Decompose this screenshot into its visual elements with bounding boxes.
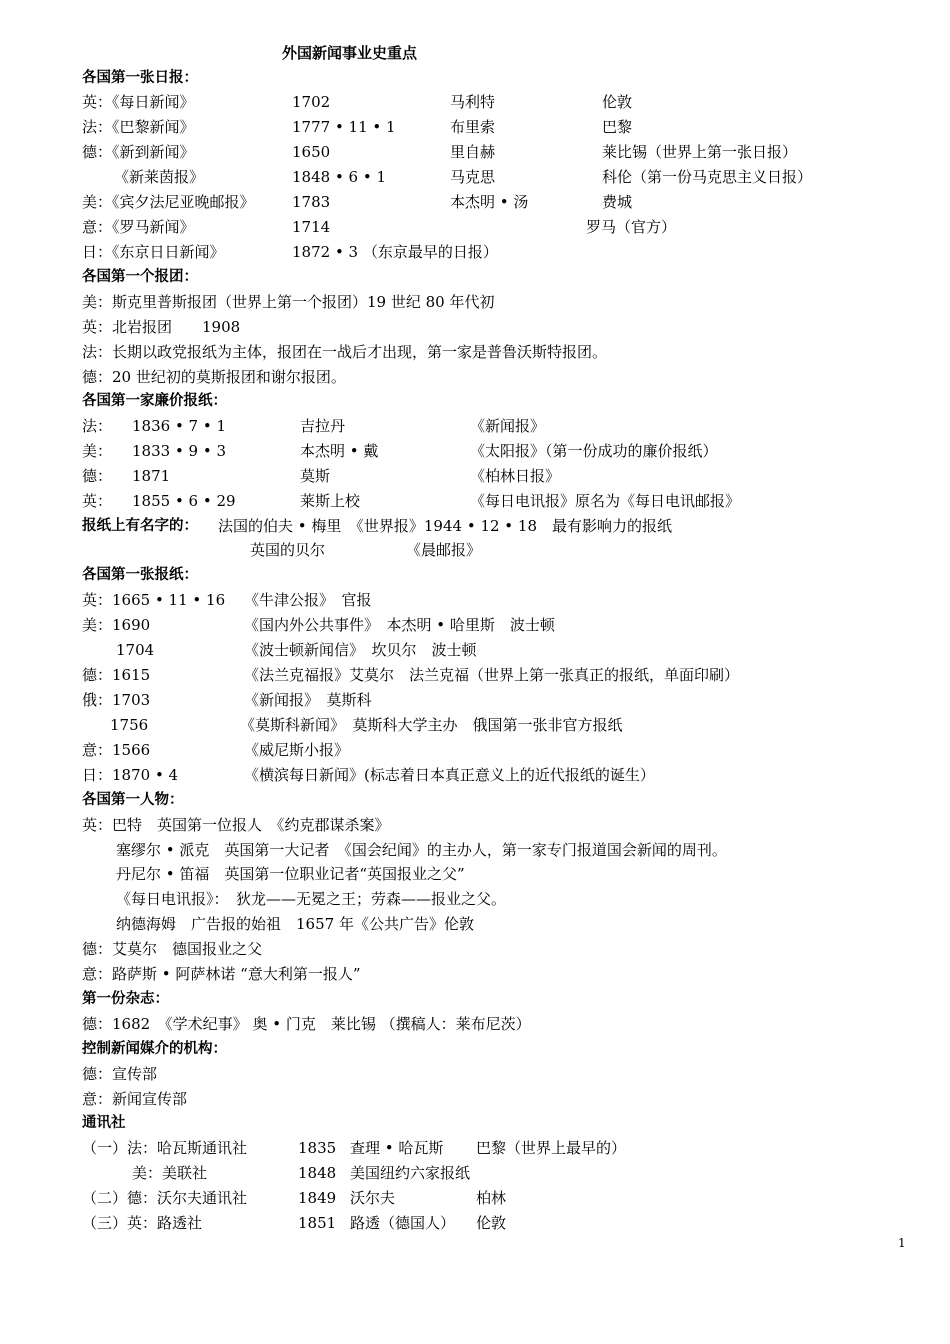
control-text: 意：新闻宣传部 [82, 1090, 188, 1108]
daily-place: 费城 [602, 193, 633, 211]
paper-date: 意：1566 [82, 741, 151, 759]
paper-detail: 《牛津公报》 官报 [244, 591, 372, 609]
agency-name: 美：美联社 [132, 1164, 208, 1182]
daily-place: 伦敦 [602, 93, 633, 111]
agency-name: （三）英：路透社 [82, 1214, 203, 1232]
paper-date: 日：1870 • 4 [82, 766, 179, 784]
people-heading-text: 各国第一人物： [82, 792, 184, 808]
paper-detail: 《法兰克福报》艾莫尔 法兰克福（世界上第一张真正的报纸，单面印刷） [244, 666, 740, 684]
daily-date: 1714 [292, 218, 331, 236]
agency-place: 巴黎（世界上最早的） [476, 1139, 627, 1157]
daily-founder: 本杰明 • 汤 [450, 193, 529, 211]
penny-country: 英： [82, 492, 113, 510]
people-text: 德：艾莫尔 德国报业之父 [82, 940, 263, 958]
penny-date: 1836 • 7 • 1 [132, 417, 227, 435]
paper-date: 美：1690 [82, 616, 151, 634]
paper-date: 英：1665 • 11 • 16 [82, 591, 226, 609]
daily-heading-text: 各国第一张日报： [82, 70, 198, 86]
penny-founder: 本杰明 • 戴 [300, 442, 379, 460]
daily-date: 1848 • 6 • 1 [292, 168, 387, 186]
agency-year: 1848 [298, 1164, 337, 1182]
group-text: 法：长期以政党报纸为主体，报团在一战后才出现，第一家是普鲁沃斯特报团。 [82, 343, 608, 361]
group-text: 美：斯克里普斯报团（世界上第一个报团）19 世纪 80 年代初 [82, 293, 495, 311]
penny-founder: 吉拉丹 [300, 417, 346, 435]
magazine-text: 德：1682 《学术纪事》 奥 • 门克 莱比锡 （撰稿人：莱布尼茨） [82, 1015, 531, 1033]
agency-founder: 美国纽约六家报纸 [350, 1164, 471, 1182]
document-title: 外国新闻事业史重点 [282, 44, 418, 62]
group-heading-text: 各国第一个报团： [82, 269, 198, 285]
famous-person: 英国的贝尔 [250, 541, 326, 559]
people-text: 英：巴特 英国第一位报人 《约克郡谋杀案》 [82, 816, 390, 834]
paper-detail: 《横滨每日新闻》(标志着日本真正意义上的近代报纸的诞生） [244, 766, 655, 784]
daily-paper: 英：《每日新闻》 [82, 93, 195, 111]
paper-heading-text: 各国第一张报纸： [82, 567, 198, 583]
daily-date: 1872 • 3 （东京最早的日报） [292, 243, 498, 261]
penny-country: 美： [82, 442, 113, 460]
penny-date: 1833 • 9 • 3 [132, 442, 227, 460]
daily-paper: 《新莱茵报》 [114, 168, 205, 186]
agency-year: 1851 [298, 1214, 337, 1232]
people-text: 塞缪尔 • 派克 英国第一大记者 《国会纪闻》的主办人，第一家专门报道国会新闻的周刊。 [116, 841, 727, 859]
daily-founder: 里自赫 [450, 143, 496, 161]
agency-year: 1849 [298, 1189, 337, 1207]
agency-place: 伦敦 [476, 1214, 507, 1232]
page-number: 1 [898, 1236, 906, 1250]
penny-paper: 《太阳报》（第一份成功的廉价报纸） [470, 442, 718, 460]
daily-place: 莱比锡（世界上第一张日报） [602, 143, 798, 161]
paper-detail: 《国内外公共事件》 本杰明 • 哈里斯 波士顿 [244, 616, 555, 634]
paper-date: 俄：1703 [82, 691, 151, 709]
famous-heading: 报纸上有名字的： [82, 518, 198, 534]
famous-paper: 《晨邮报》 [406, 541, 482, 559]
agency-heading-text: 通讯社 [82, 1115, 126, 1131]
penny-founder: 莫斯 [300, 467, 331, 485]
daily-place: 科伦（第一份马克思主义日报） [602, 168, 813, 186]
daily-date: 1783 [292, 193, 331, 211]
penny-country: 德： [82, 467, 113, 485]
famous-text: 法国的伯夫 • 梅里 《世界报》1944 • 12 • 18 最有影响力的报纸 [218, 517, 673, 535]
daily-founder: 马克思 [450, 168, 496, 186]
agency-founder: 查理 • 哈瓦斯 [350, 1139, 444, 1157]
paper-date: 1756 [110, 716, 149, 734]
penny-paper: 《新闻报》 [470, 417, 546, 435]
paper-date: 德：1615 [82, 666, 151, 684]
control-text: 德：宣传部 [82, 1065, 158, 1083]
people-text: 纳德海姆 广告报的始祖 1657 年《公共广告》伦敦 [116, 915, 474, 933]
agency-place: 柏林 [476, 1189, 507, 1207]
people-text: 《每日电讯报》： 狄龙——无冕之王；劳森——报业之父。 [116, 890, 507, 908]
daily-paper: 法：《巴黎新闻》 [82, 118, 195, 136]
daily-paper: 意：《罗马新闻》 [82, 218, 195, 236]
paper-date: 1704 [116, 641, 155, 659]
daily-place: 巴黎 [602, 118, 633, 136]
control-heading-text: 控制新闻媒介的机构： [82, 1041, 227, 1057]
penny-country: 法： [82, 417, 113, 435]
agency-founder: 路透（德国人） [350, 1214, 456, 1232]
daily-paper: 美：《宾夕法尼亚晚邮报》 [82, 193, 255, 211]
group-text: 英：北岩报团 1908 [82, 318, 241, 336]
paper-detail: 《莫斯科新闻》 莫斯科大学主办 俄国第一张非官方报纸 [240, 716, 623, 734]
agency-name: （二）德：沃尔夫通讯社 [82, 1189, 248, 1207]
penny-paper: 《柏林日报》 [470, 467, 561, 485]
daily-founder: 马利特 [450, 93, 496, 111]
penny-heading-text: 各国第一家廉价报纸： [82, 393, 227, 409]
agency-founder: 沃尔夫 [350, 1189, 396, 1207]
penny-date: 1871 [132, 467, 171, 485]
daily-date: 1777 • 11 • 1 [292, 118, 396, 136]
people-text: 意：路萨斯 • 阿萨林诺 “意大利第一报人” [82, 965, 361, 983]
group-text: 德：20 世纪初的莫斯报团和谢尔报团。 [82, 368, 346, 386]
daily-date: 1650 [292, 143, 331, 161]
daily-date: 1702 [292, 93, 331, 111]
people-text: 丹尼尔 • 笛福 英国第一位职业记者“英国报业之父” [116, 865, 465, 883]
penny-founder: 莱斯上校 [300, 492, 361, 510]
agency-year: 1835 [298, 1139, 337, 1157]
daily-paper: 日：《东京日日新闻》 [82, 243, 225, 261]
daily-founder: 布里索 [450, 118, 496, 136]
daily-place: 罗马（官方） [586, 218, 677, 236]
agency-name: （一）法：哈瓦斯通讯社 [82, 1139, 248, 1157]
daily-paper: 德：《新到新闻》 [82, 143, 195, 161]
magazine-heading-text: 第一份杂志： [82, 991, 169, 1007]
paper-detail: 《新闻报》 莫斯科 [244, 691, 372, 709]
penny-date: 1855 • 6 • 29 [132, 492, 236, 510]
penny-paper: 《每日电讯报》原名为《每日电讯邮报》 [470, 492, 741, 510]
paper-detail: 《威尼斯小报》 [244, 741, 350, 759]
paper-detail: 《波士顿新闻信》 坎贝尔 波士顿 [244, 641, 477, 659]
